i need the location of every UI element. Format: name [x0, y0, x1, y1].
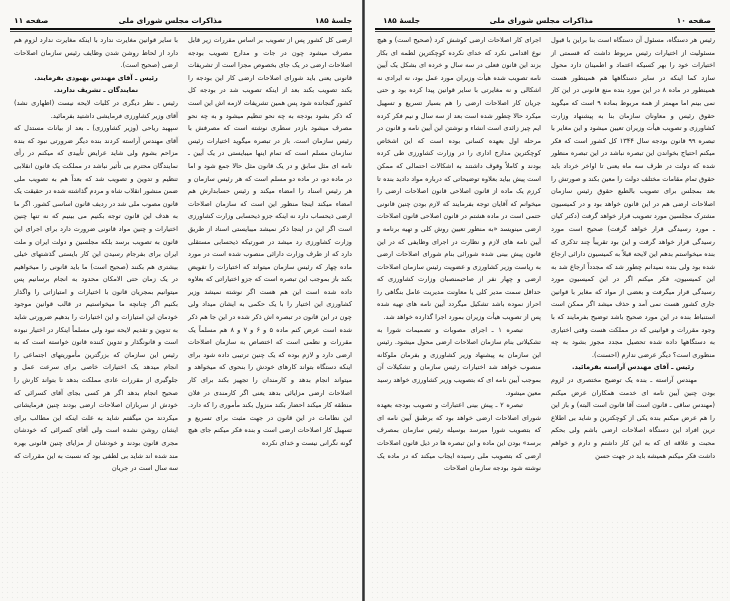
speaker-line: رئیس ـ آقای مهندس بهبودی بفرمایند.: [34, 73, 158, 82]
right-page-column-right: [551, 34, 715, 462]
speaker-paragraph: رئیس ـ نظر دیگری در کلیات لایحه نیست (اظهاری نشد) آقای وزیر کشاورزی فرمایشی داشتید بفرمائید.: [14, 98, 178, 120]
scan-noise: [370, 520, 730, 601]
left-page-column-right: [188, 34, 352, 450]
header-rule: [10, 28, 352, 30]
header-rule-thin: [10, 31, 352, 32]
body-paragraph: ارضی کل کشور پس از تصویب بر اساس مقررات زیر قابل مصرف میشود چون در جات و مدارج تصویب بودجه اصلاحات ارضی در یک جای بخصوص مجزا است از تشریفات قانونی یعنی باید شورای اصلاحات ارضی کار این بودجه را بکند تصویب بکند بعد از اینکه تصویب شد در بودجه کل کشور گنجانده شود پس همین تشریفات لازمه اش این است که ذکر بشود بودجه به چه نحو تنظیم میشود و به چه نحو مصرف میشود بازدر سطری نوشته است که مصرفش با رئیس سازمان است. باز در تبصره میگوید اختیارات رئیس سازمان مسلم است که تمام اینها میبایستی در یک آیین ـ نامه ای مثل سابق و در یک قانون مثل حالا جمع شود و اما در ماده دو، در ماده دو مسلم است که هر رئیس سازمان و هر رئیس اسناد را امضاء میکند و رئیس حسابدارش هم امضاء میکند اینجا منظور این است که سازمان اصلاحات ارضی ذیحساب دارد نه اینکه جزو ذیحسابی وزارت کشاورزی است اگر این در اینجا ذکر نمیشد میبایستی اسناد از طریق وزارت کشاورزی رد میشد در صورتیکه ذیحسابی مستقلی دارد که از طرف وزارت دارائی منصوب شده است در مورد ماده چهار که رئیس سازمان میتواند که اختیارات را تفویض بکند باز بموجب این تبصره است که جزو اختیاراتی که بعلاوه داده شده است این هم هست اگر نوشته نمیشد وزیر کشاورزی این اختیار را با یک حکمی به ایشان میداد ولی چون در این قانون در تبصره اش ذکر شده در این جا هم ذکر شده است عرض کنم ماده ۵ و ۶ و ۷ و ۸ هم مسلماً یک مقررات و نظمی است که اختصاص به سازمان اصلاحات ارضی دارد و لازم بوده که یک چنین ترتیبی داده شود برای اینکه دستگاه بتواند کارهای خودش را بنحوی که میخواهد و میتواند انجام بدهد و کارمندان را تجهیز بکند برای کار اصلاحات ارضی مزایائی بدهد یعنی اگر کارمندی در فلان منطقه کار میکند احضار بکند منزول بکند مأموری را که دارد. این نظامات در این قانون در جهت مثبت برای تسریع و تسهیل کار اصلاحات ارضی است و بنده فکر میکنم جای هیچ گونه نگرانی نیست و خدای نکرده: [188, 36, 352, 447]
header-rule: [375, 28, 715, 30]
page-number: صفحه ۱۰: [676, 16, 711, 25]
header-rule-thin: [375, 31, 715, 32]
session-number: جلسهٔ ۱۸۵: [383, 16, 420, 25]
session-number: جلسهٔ ۱۸۵: [315, 16, 352, 25]
speaker-paragraph: سپهبد ریاحی (وزیر کشاورزی) ـ بعد از بیانات مستدل که آقای مهندس آراسته کردند بنده دیگر ضرورتی نبود که بنده مزاحم بشوم ولی شاید عرایض تأییدی که میکنم در رأی نمایندگان محترم بی تأثیر نباشد در مملکت یک قانون انقلابی تنظیم و تدوین و تصویب شد که بعداً هم به تصویب ملی ضمن منشور انقلاب شاه و مردم گذاشته شده در حقیقت یک قانون مصوب ملی شد در ردیف قانون اساسی کشور. اگر ما به هدف این قانون توجه بکنیم می بینیم که نه تنها چنین اختیارات و چنین مواد قانونی ضرورت دارد برای اجرای این قانون به تصویب برسد بلکه مجلسین و دولت ایران و ملت ایران برای بفرجام رسیدن این کار بایستی گذشتهای خیلی بیشتری هم بکنند (صحیح است) ما باید قانونی را میخواهیم در یک زمان حتی الامکان محدود به انجام برسانیم پس میتوانیم بمجریان قانون با اختیارات و امتیازاتی را واگذار بکنیم اگر چنانچه ما میخواستیم در قالب قوانین موجود خودمان این امتیازات و این اختیارات را بدهیم ضرورتی شاید به تدوین و تقدیم لایحه نبود ولی مسلماً اینکار در اختیار نبوده است و قانونگذار و تدوین کننده قانون خواسته است که به رئیس این سازمان که بزرگترین مأموریتهای اجتماعی را انجام میدهد یک اختیارات خاصی برای سرعت عمل و جلوگیری از مقررات عادی مملکت بدهد تا بتواند کارش را صحیح انجام بدهد اگر هر کسی بجای آقای کسرائی که خودش از سربازان اصلاحات ارضی بودند چنین فرمایشاتی میکردند من میگفتم شاید به علت اینکه این مطالب برای ایشان روشن نشده است ولی آقای کسرائی که خودشان مجری قانون بودند و خودشان از مزایای چنین قانونی بهره مند شده اند شاید بی لطفی بود که نسبت به این مقررات که سه سال است در جریان: [14, 124, 178, 473]
page-number: صفحه ۱۱: [14, 16, 49, 25]
speaker-line: نمایندگان ـ تشریف ندارند.: [53, 86, 139, 95]
speaker-line: رئیس ـ آقای مهندس آراسته بفرمائید.: [571, 363, 694, 372]
body-paragraph: رئیس هر دستگاه، مسئول آن دستگاه است بنا براین با قبول مسئولیت از اختیارات رئیس مربوط داشت که قسمتی از اختیارات خود را بهر کسیکه اعتماد و اطمینان دارد محول سازد کما اینکه در سایر دستگاهها هم همینطور هست همینطور در ماده ۸ در این مورد بنده منع قانونی در این کار نمی بینم اما مهمتر از همه مربوط بماده ۹ است که میگوید حقوق رئیس و معاونان سازمان بنا به پیشنهاد وزارت کشاورزی و تصویب هیأت وزیران تعیین میشود و این مغایر با تبصره ۹۹ قانون بودجه سال ۱۳۴۴ کل کشور است که فکر میکنم احتیاج بخواندن این تبصره نباشد در این تبصره منظور شده که دولت در ظرف سه ماه یعنی تا اواخر خرداد باید حقوق تمام مقامات مختلف دولت را معین بکند و صورتش را بعد بمجلس برای تصویب بالطبع حقوق رئیس سازمان اصلاحات ارضی هم در این قانون خواهد بود و در کمیسیون مشترک مجلسین مورد تصویب قرار خواهد گرفت (دکتر کیان ـ مورد رسیدگی قرار خواهد گرفت) صحیح است مورد رسیدگی قرار خواهد گرفت و این بود تقریباً چند تذکری که بنده میخواستم بدهم این لایحه قبلاً به کمیسیون دارائی ارجاع شده بود ولی بنده نمیدانم چطور شد که مجدداً ارجاع شد به این کمیسیون، فکر میکنم اگر در این کمیسیون مورد رسیدگی قرار میگرفت و بعضی از مواد که مغایر با قوانین جاری کشور هست نمی آمد و حذف میشد اگر ممکن است استنباط بنده در این مورد صحیح باشد توضیح بفرمایند که با وجود مقررات و قوانینی که در مملکت هست وقتی اختیاری به دستگاهها داده شده تحصیل مجدد مجوز بشود به چه منظوری است؟ دیگر عرضی ندارم (احسنت).: [551, 36, 716, 359]
right-page-column-left: [377, 34, 541, 475]
left-page-header: [10, 16, 352, 28]
body-paragraph: اجرای کار اصلاحات ارضی کوشش کرد (صحیح است) و هیچ نوع اقدامی نکرد که خدای نکرده کوچکترین لطمه ای بکار بزند این قانون فعلی در سه سال و خرده ای بشکل یک آیین نامه تصویب شده هیأت وزیران مورد عمل بود، نه ایرادی نه اشکالی و نه مغایرتی با سایر قوانین پیدا کرده بود و حتی جریان کار اصلاحات ارضی را هم بسیار تسریع و تسهیل میکرد حالا چطور شده است بعد از سه سال و نیم فکر کرده ایم چیز زائدی است انشاء و نوشتن این آیین نامه و قانون در مرحله اول بعهده کسانی بوده است که این اشخاص کوچکترین مدارج اداری را در وزارت کشاورزی طی کرده بودند و کاملاً وقوف داشتند به اشکالات احتمالی که ممکن است پیش بیاید بعلاوه توضیحاتی که درباره مواد دادید بنده تا کرزم یک ماده از قانون اصلاحی قانون اصلاحات ارضی را میخوانم که آقایان توجه بفرمایند که لازم بودن چنین قانونی حتمی است در ماده هشتم در قانون اصلاحی قانون اصلاحات ارضی مینویسد «به منظور تعیین روش کلی و تهیه برنامه و آیین نامه های لازم و نظارت در اجرای وظایفی که در این قانون پیش بینی شده شورائی بنام شورای اصلاحات ارضی به ریاست وزیر کشاورزی و عضویت رئیس سازمان اصلاحات ارضی و چهار نفر از صاحبمنصبان وزارت کشاورزی که حداقل سمت مدیر کلی یا معاونت مدیریت عامل بنگاهی را احراز نموده باشد تشکیل میگردد آیین نامه های تهیه شده پس از تصویب هیأت وزیران بمورد اجرا گذارده خواهد شد.: [377, 36, 541, 322]
note-paragraph: تبصره ۱ ـ اجرای مصوبات و تصمیمات شورا به تشکیلاتی بنام سازمان اصلاحات ارضی محول میشود. رئیس این سازمان به پیشنهاد وزیر کشاورزی و بفرمان ملوکانه منصوب خواهد شد اختیارات رئیس سازمان و تشکیلات آن بموجب آیین نامه ای که بتصویب وزیر کشاورزی خواهد رسید معین میشود.: [377, 325, 541, 397]
body-paragraph: با سایر قوانین مغایرت ندارد با اینکه مغایرت ندارد لزوم هم دارد از لحاظ روشن شدن وظایف رئیس سازمان اصلاحات ارضی (صحیح است).: [14, 36, 178, 70]
running-title: مذاکرات مجلس شورای ملی: [118, 16, 222, 25]
right-page: [365, 0, 730, 601]
running-title: مذاکرات مجلس شورای ملی: [489, 16, 593, 25]
right-page-header: [375, 16, 715, 28]
left-page-column-left: [14, 34, 178, 475]
scan-noise: [0, 470, 360, 601]
speaker-paragraph: مهندس آراسته ـ بنده یک توضیح مختصری در لزوم بودن چنین آیین نامه ای خدمت همکاران عرض میکنم (مهندس ساقی ـ قانون است آقا قانون است البته) و باز این را هم عرض میکنم بنده یکی از کوچکترین و شاید بی اطلاع ترین افراد این دستگاه اصلاحات ارضی باشم ولی بحکم محبت و علاقه ای که به این کار داشتم و دارم و خواهم داشت فکر میکنم همیشه باید در جهت حسن: [551, 376, 715, 460]
note-paragraph: تبصره ۲ ـ پیش بینی اعتبارات و تصویب بودجه بعهده شورای اصلاحات ارضی خواهد بود که برطبق آیین نامه ای که بتصویب شورا میرسد بوسیله رئیس سازمان بمصرف برسد» بودن این ماده و این تبصره ها در ذیل قانون اصلاحات ارضی که بتصویب ملی رسیده ایجاب میکند که در ماده یک نوشته شود بودجه سازمان اصلاحات: [377, 401, 541, 473]
